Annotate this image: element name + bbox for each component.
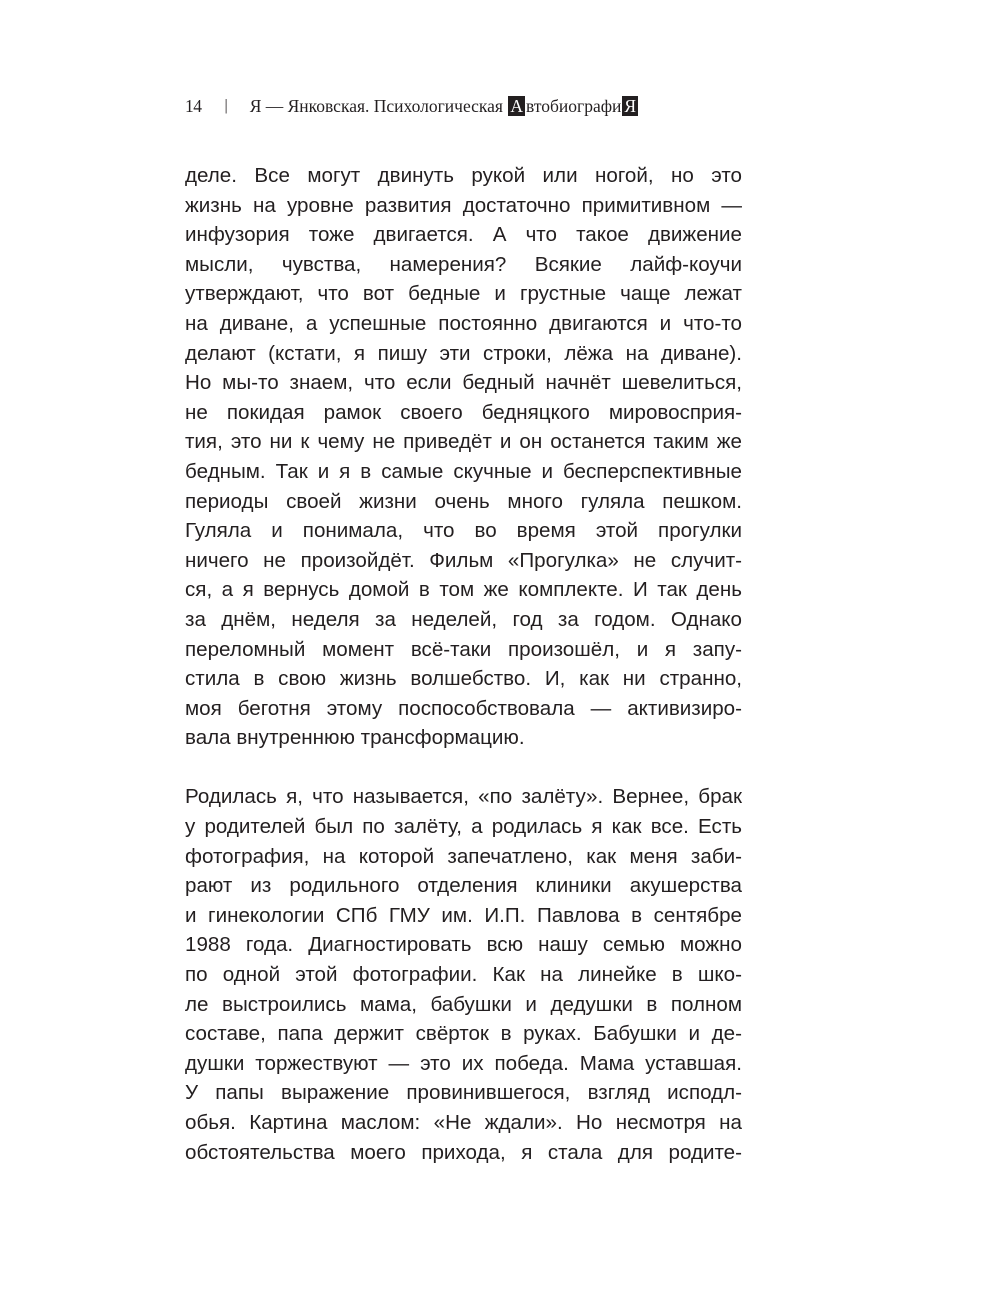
text-line: ничего не произойдёт. Фильм «Прогулка» не случит- xyxy=(185,548,742,572)
text-line: У папы выражение провинившегося, взгляд исподл- xyxy=(185,1081,742,1105)
text-line: делают (кстати, я пишу эти строки, лёжа на диване). xyxy=(185,341,742,365)
text-line: Гуляла и понимала, что во время этой прогулки xyxy=(185,519,742,543)
text-line: бедным. Так и я в самые скучные и бесперспективные xyxy=(185,459,742,483)
text-line: на диване, а успешные постоянно двигаются и что-то xyxy=(185,311,742,335)
text-line: 1988 года. Диагностировать всю нашу семью можно xyxy=(185,933,742,957)
text-line: моя беготня этому поспособствовала — активизиро- xyxy=(185,696,742,720)
text-line: и гинекологии СПб ГМУ им. И.П. Павлова в сентябре xyxy=(185,903,742,927)
text-line: переломный момент всё-таки произошёл, и я запу- xyxy=(185,637,742,661)
text-line: за днём, неделя за неделей, год за годом. Однако xyxy=(185,607,742,631)
text-line: жизнь на уровне развития достаточно примитивном — xyxy=(185,193,742,217)
text-line: обстоятельства моего прихода, я стала для родите- xyxy=(185,1140,742,1164)
text-line: периоды своей жизни очень много гуляла пешком. xyxy=(185,489,742,513)
text-line: обья. Картина маслом: «Не ждали». Но несмотря на xyxy=(185,1111,742,1134)
text-line: рают из родильного отделения клиники акушерства xyxy=(185,874,742,898)
text-line: по одной этой фотографии. Как на линейке в шко- xyxy=(185,963,742,987)
book-title xyxy=(250,96,639,117)
paragraph-1 xyxy=(185,161,742,753)
text-line: мысли, чувства, намерения? Всякие лайф-коучи xyxy=(185,252,742,276)
book-title-prefix: Я — Янковская. Психологическая xyxy=(249,95,503,116)
text-line: душки торжествуют — это их победа. Мама уставшая. xyxy=(185,1051,742,1075)
text-line: тия, это ни к чему не приведёт и он останется таким же xyxy=(185,430,742,454)
text-line: Но мы-то знаем, что если бедный начнёт шевелиться, xyxy=(185,371,742,395)
text-line: составе, папа держит свёрток в руках. Бабушки и де- xyxy=(185,1022,742,1046)
page-number: 14 xyxy=(185,95,202,116)
book-title-middle: втобиографи xyxy=(526,95,622,116)
text-line: инфузория тоже двигается. А что такое движение xyxy=(185,223,742,247)
text-line: у родителей был по залёту, а родилась я как все. Есть xyxy=(185,815,742,839)
text-line: стила в свою жизнь волшебство. И, как ни странно, xyxy=(185,667,742,691)
text-line: не покидая рамок своего бедняцкого мировосприя- xyxy=(185,400,742,424)
text-line: Родилась я, что называется, «по залёту». Вернее, брак xyxy=(185,785,742,809)
text-line: ся, а я вернусь домой в том же комплекте. И так день xyxy=(185,578,742,602)
body-text xyxy=(185,161,742,1167)
text-line: вала внутреннюю трансформацию. xyxy=(185,726,525,750)
text-line: фотография, на которой запечатлено, как меня заби- xyxy=(185,844,742,868)
text-line: утверждают, что вот бедные и грустные чаще лежат xyxy=(185,282,742,306)
running-header xyxy=(185,91,639,121)
text-line: ле выстроились мама, бабушки и дедушки в полном xyxy=(185,992,742,1016)
header-separator: | xyxy=(224,97,228,114)
book-title-inverted-a: А xyxy=(510,95,523,116)
book-title-inverted-ya: Я xyxy=(624,95,637,116)
text-line: деле. Все могут двинуть рукой или ногой, но это xyxy=(185,164,742,187)
paragraph-2 xyxy=(185,782,742,1167)
